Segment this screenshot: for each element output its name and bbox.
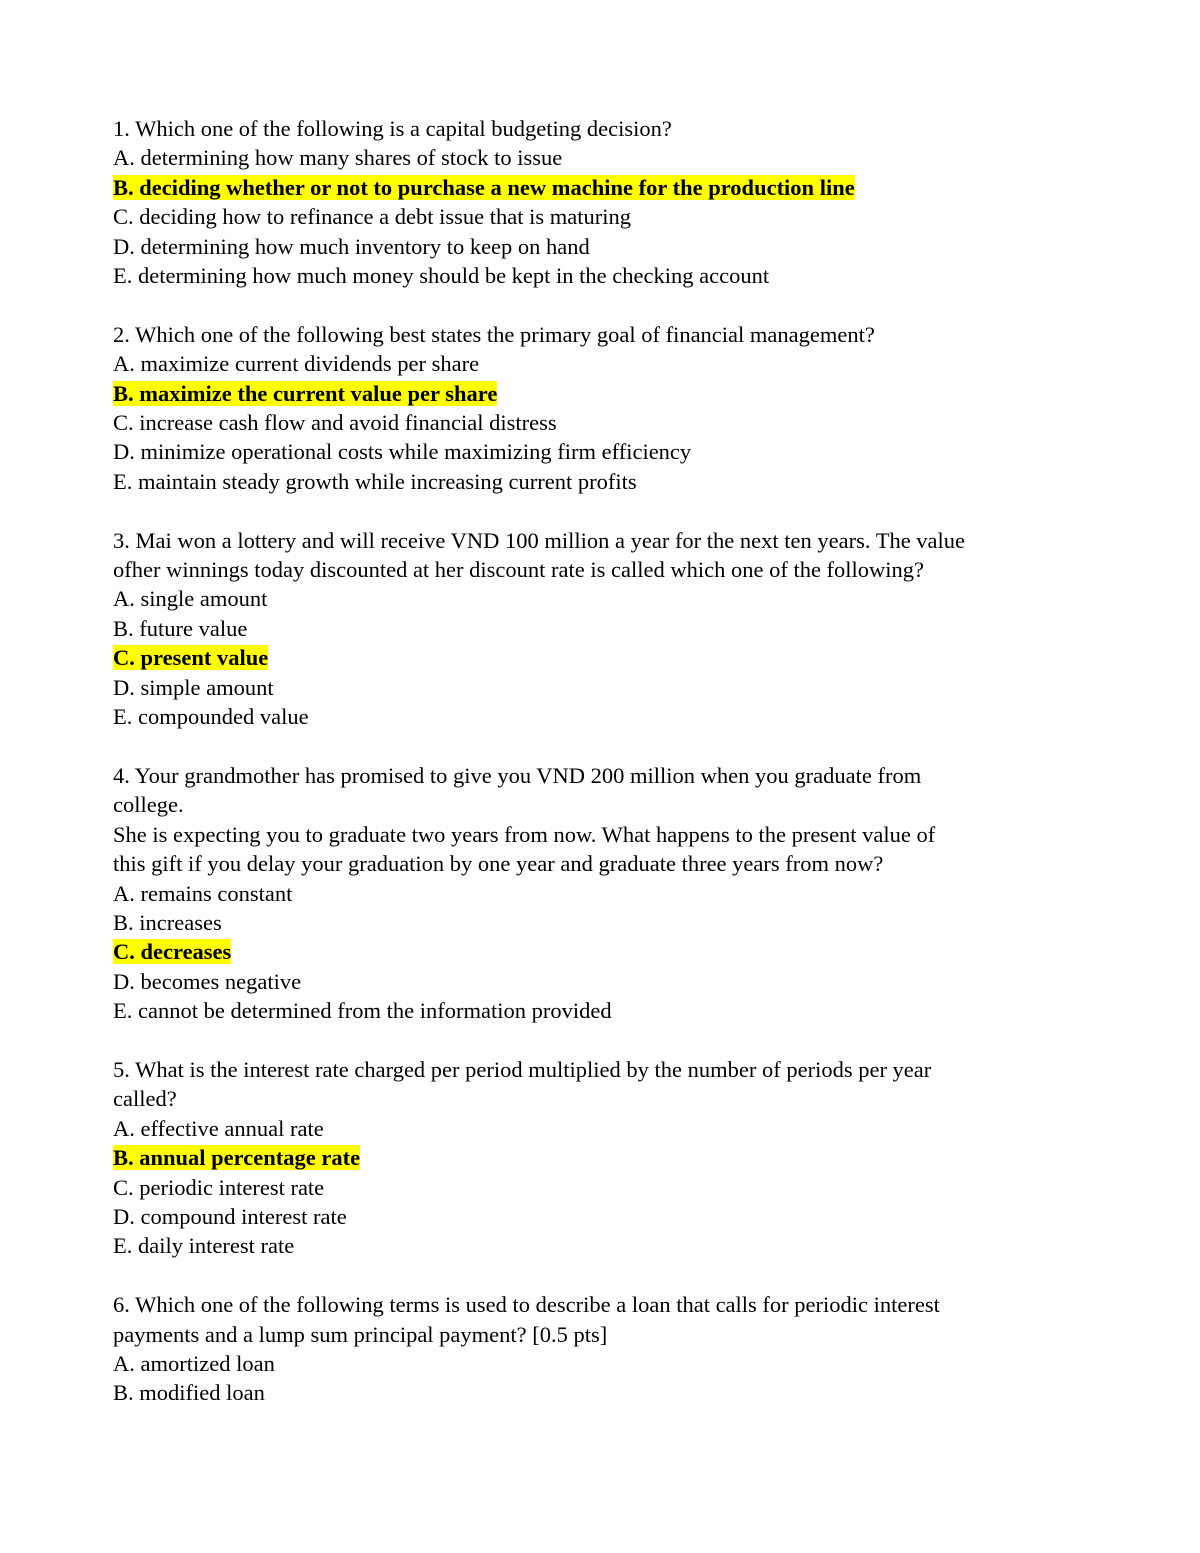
question-3: [113, 526, 1093, 732]
option-c: C. increase cash flow and avoid financial distress: [113, 410, 557, 436]
option-b: B. future value: [113, 615, 248, 641]
option-c-answer: C. present value: [113, 645, 269, 671]
question-4: [113, 761, 1093, 1026]
question-text: 3. Mai won a lottery and will receive VND 100 million a year for the next ten years. The value: [113, 527, 966, 553]
question-text: ofher winnings today discounted at her discount rate is called which one of the following?: [113, 557, 925, 583]
option-b-answer: B. deciding whether or not to purchase a new machine for the production line: [113, 174, 855, 200]
question-5: [113, 1055, 1093, 1261]
question-text: 4. Your grandmother has promised to give you VND 200 million when you graduate from: [113, 762, 922, 788]
question-text: She is expecting you to graduate two years from now. What happens to the present value of: [113, 821, 936, 847]
option-a: A. amortized loan: [113, 1350, 275, 1376]
option-e: E. compounded value: [113, 704, 309, 730]
option-e: E. daily interest rate: [113, 1233, 295, 1259]
document-page: [113, 114, 1093, 1437]
option-c: C. deciding how to refinance a debt issue that is maturing: [113, 204, 631, 230]
option-e: E. cannot be determined from the information provided: [113, 998, 612, 1024]
option-d: D. becomes negative: [113, 968, 302, 994]
option-a: A. maximize current dividends per share: [113, 351, 480, 377]
option-a: A. determining how many shares of stock to issue: [113, 145, 563, 171]
question-text: this gift if you delay your graduation by one year and graduate three years from now?: [113, 851, 884, 877]
option-c-answer: C. decreases: [113, 939, 232, 965]
option-d: D. simple amount: [113, 674, 274, 700]
option-b-answer: B. maximize the current value per share: [113, 380, 498, 406]
question-1: [113, 114, 1093, 290]
question-text: 6. Which one of the following terms is used to describe a loan that calls for periodic interest: [113, 1292, 940, 1318]
question-text: college.: [113, 792, 184, 818]
option-d: D. compound interest rate: [113, 1203, 347, 1229]
question-2: [113, 320, 1093, 496]
option-d: D. determining how much inventory to keep on hand: [113, 233, 590, 259]
option-d: D. minimize operational costs while maximizing firm efficiency: [113, 439, 692, 465]
question-text: called?: [113, 1086, 177, 1112]
option-e: E. determining how much money should be kept in the checking account: [113, 263, 770, 289]
option-b-answer: B. annual percentage rate: [113, 1145, 361, 1171]
question-text: 2. Which one of the following best states the primary goal of financial management?: [113, 321, 875, 347]
option-c: C. periodic interest rate: [113, 1174, 325, 1200]
option-e: E. maintain steady growth while increasing current profits: [113, 468, 637, 494]
question-6: [113, 1290, 1093, 1408]
question-text: 5. What is the interest rate charged per period multiplied by the number of periods per year: [113, 1056, 932, 1082]
option-a: A. effective annual rate: [113, 1115, 324, 1141]
option-b: B. increases: [113, 909, 222, 935]
option-b: B. modified loan: [113, 1380, 265, 1406]
question-text: payments and a lump sum principal payment? [0.5 pts]: [113, 1321, 608, 1347]
option-a: A. single amount: [113, 586, 268, 612]
option-a: A. remains constant: [113, 880, 293, 906]
question-text: 1. Which one of the following is a capital budgeting decision?: [113, 116, 672, 141]
